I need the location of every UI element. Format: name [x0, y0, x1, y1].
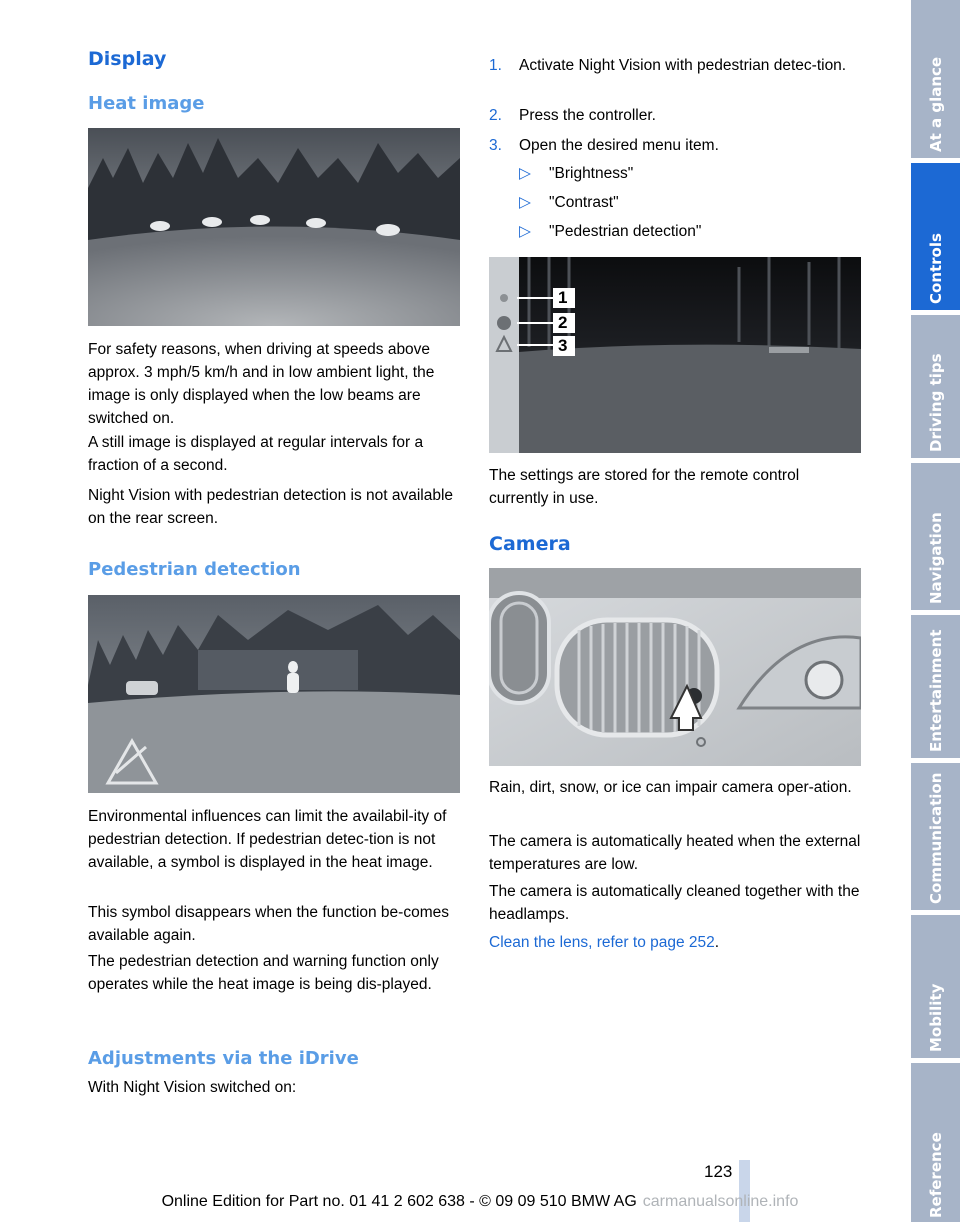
paragraph-rain-dirt: Rain, dirt, snow, or ice can impair camera oper-ation. — [489, 779, 852, 796]
paragraph-rear-screen: Night Vision with pedestrian detection is not available on the rear screen. — [88, 487, 454, 527]
bullet-icon: ▷ — [519, 165, 531, 182]
sub-item-text: "Brightness" — [549, 165, 634, 182]
bullet-icon: ▷ — [519, 223, 531, 240]
section-heading-camera: Camera — [489, 533, 571, 555]
tab-communication[interactable] — [911, 763, 960, 910]
paragraph-camera-cleaned: The camera is automatically cleaned together with the headlamps. — [489, 883, 860, 923]
tab-mobility[interactable] — [911, 915, 960, 1058]
callout-1: 1 — [558, 288, 568, 307]
heat-image-figure — [88, 128, 460, 326]
tab-navigation[interactable] — [911, 463, 960, 610]
page-number-bar — [739, 1160, 750, 1222]
night-vision-menu-figure — [489, 257, 861, 453]
tab-label: Driving tips — [927, 353, 945, 452]
tab-driving-tips[interactable] — [911, 315, 960, 458]
clean-lens-link[interactable]: Clean the lens, refer to page 252 — [489, 934, 715, 951]
footer-edition: Online Edition for Part no. 01 41 2 602 638 - © 09 09 510 BMW AG — [161, 1193, 637, 1210]
subheading-heat-image: Heat image — [88, 93, 205, 114]
step-number: 3. — [489, 137, 502, 154]
tab-label: Communication — [927, 772, 945, 904]
tab-label: At a glance — [927, 56, 945, 152]
callout-2: 2 — [558, 313, 568, 332]
tab-label: Reference — [927, 1132, 945, 1218]
subheading-adjustments: Adjustments via the iDrive — [88, 1048, 359, 1069]
tab-label: Controls — [927, 233, 945, 304]
subheading-pedestrian-detection: Pedestrian detection — [88, 559, 301, 580]
step-number: 2. — [489, 107, 502, 124]
paragraph-clean-lens — [489, 931, 861, 954]
paragraph-still-image: A still image is displayed at regular intervals for a fraction of a second. — [88, 434, 424, 474]
paragraph-camera-heated: The camera is automatically heated when the external temperatures are low. — [489, 833, 861, 873]
tab-label: Navigation — [927, 512, 945, 604]
sub-item-text: "Contrast" — [549, 194, 619, 211]
tab-at-a-glance[interactable] — [911, 0, 960, 158]
step-number: 1. — [489, 57, 502, 74]
paragraph-environmental: Environmental influences can limit the availabil-ity of pedestrian detection. If pedestrian detec-tion is not available, a symbol is displayed in the heat image. — [88, 808, 447, 871]
paragraph-speed: For safety reasons, when driving at speeds above approx. 3 mph/5 km/h and in low ambient light, the image is only displayed when the low beams are switched on. — [88, 341, 435, 427]
tab-label: Entertainment — [927, 629, 945, 752]
sub-item-text: "Pedestrian detection" — [549, 223, 702, 240]
paragraph-symbol-disappears: This symbol disappears when the function be-comes available again. — [88, 904, 449, 944]
tab-controls[interactable] — [911, 163, 960, 310]
section-heading-display: Display — [88, 48, 167, 70]
paragraph-warning-function: The pedestrian detection and warning function only operates while the heat image is being dis-played. — [88, 953, 439, 993]
step-text: Press the controller. — [519, 107, 656, 124]
watermark: carmanualsonline.info — [642, 1193, 799, 1210]
step-text: Open the desired menu item. — [519, 137, 719, 154]
link-suffix: . — [714, 934, 720, 951]
paragraph-night-vision-on: With Night Vision switched on: — [88, 1079, 297, 1096]
camera-figure — [489, 568, 861, 766]
tab-entertainment[interactable] — [911, 615, 960, 758]
bullet-icon: ▷ — [519, 194, 531, 211]
callout-3: 3 — [558, 336, 568, 355]
paragraph-settings-stored: The settings are stored for the remote control currently in use. — [489, 467, 800, 507]
page-number: 123 — [704, 1162, 733, 1181]
pedestrian-detection-figure — [88, 595, 460, 793]
tab-label: Mobility — [927, 983, 945, 1052]
footer-text — [0, 1193, 960, 1211]
step-text: Activate Night Vision with pedestrian detec-tion. — [519, 57, 847, 74]
